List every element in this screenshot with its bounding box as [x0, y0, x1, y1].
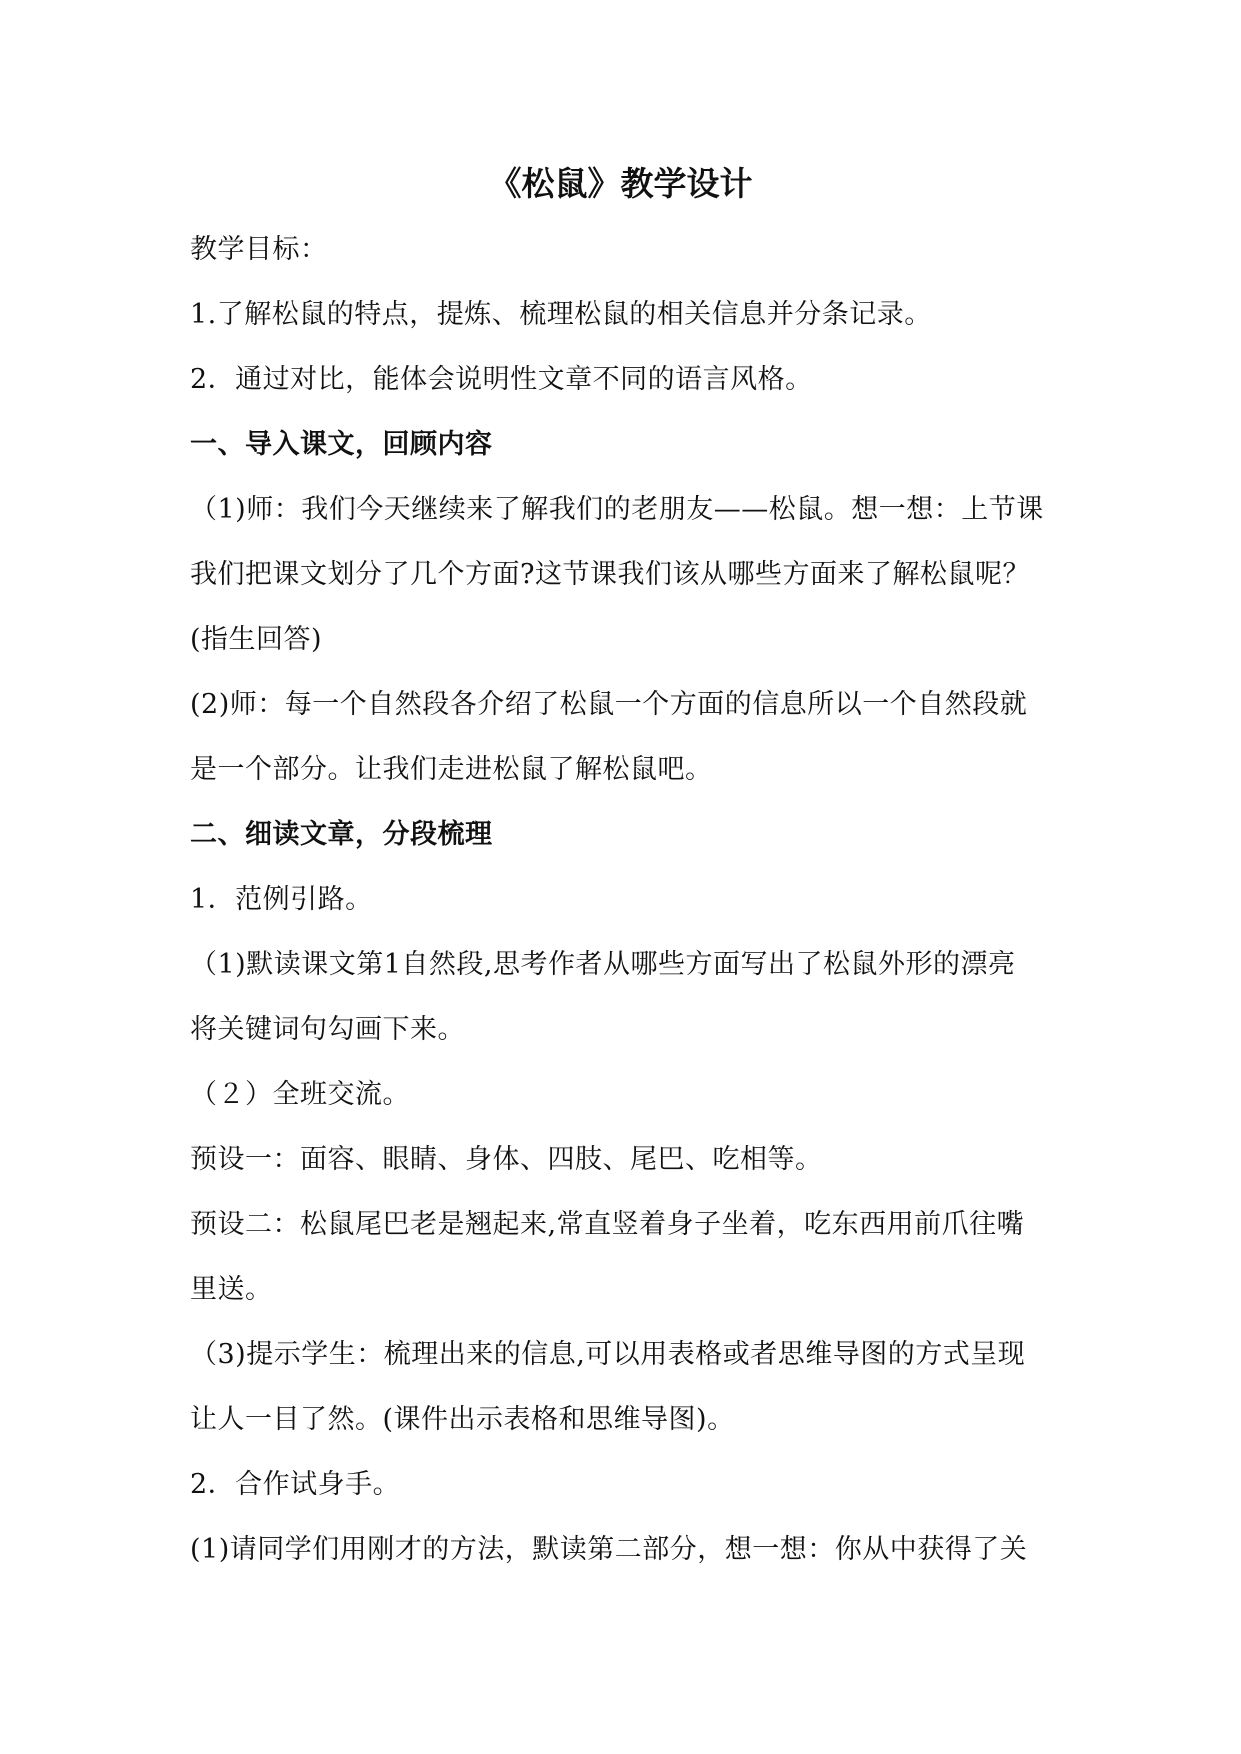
paragraph-line: （1)师：我们今天继续来了解我们的老朋友——松鼠。想一想：上节课	[190, 494, 1044, 525]
section-heading-1: 一、导入课文，回顾内容	[190, 429, 493, 460]
paragraph-line: 是一个部分。让我们走进松鼠了解松鼠吧。	[190, 754, 713, 785]
objective-1: 1.了解松鼠的特点，提炼、梳理松鼠的相关信息并分条记录。	[190, 299, 932, 330]
objectives-label: 教学目标：	[190, 234, 328, 265]
paragraph-line: 将关键词句勾画下来。	[190, 1014, 465, 1045]
paragraph-line: （1)默读课文第1自然段,思考作者从哪些方面写出了松鼠外形的漂亮	[190, 949, 1016, 980]
paragraph-line: 让人一目了然。(课件出示表格和思维导图)。	[190, 1404, 735, 1435]
paragraph-line: 我们把课文划分了几个方面?这节课我们该从哪些方面来了解松鼠呢？	[190, 559, 1030, 590]
paragraph-line: (1)请同学们用刚才的方法，默读第二部分，想一想：你从中获得了关	[190, 1534, 1028, 1565]
objective-2: 2．通过对比，能体会说明性文章不同的语言风格。	[190, 364, 813, 395]
paragraph-line: 里送。	[190, 1274, 273, 1305]
paragraph-line: 预设二：松鼠尾巴老是翘起来,常直竖着身子坐着，吃东西用前爪往嘴	[190, 1209, 1025, 1240]
paragraph-line: (2)师：每一个自然段各介绍了松鼠一个方面的信息所以一个自然段就	[190, 689, 1028, 720]
section-heading-2: 二、细读文章，分段梳理	[190, 819, 493, 850]
paragraph-line: 2．合作试身手。	[190, 1469, 401, 1500]
paragraph-line: (指生回答)	[190, 624, 323, 655]
paragraph-line: 预设一：面容、眼睛、身体、四肢、尾巴、吃相等。	[190, 1144, 823, 1175]
document-title: 《松鼠》教学设计	[488, 164, 753, 203]
paragraph-line: （3)提示学生：梳理出来的信息,可以用表格或者思维导图的方式呈现	[190, 1339, 1026, 1370]
paragraph-line: 1．范例引路。	[190, 884, 373, 915]
paragraph-line: （２）全班交流。	[190, 1079, 410, 1110]
